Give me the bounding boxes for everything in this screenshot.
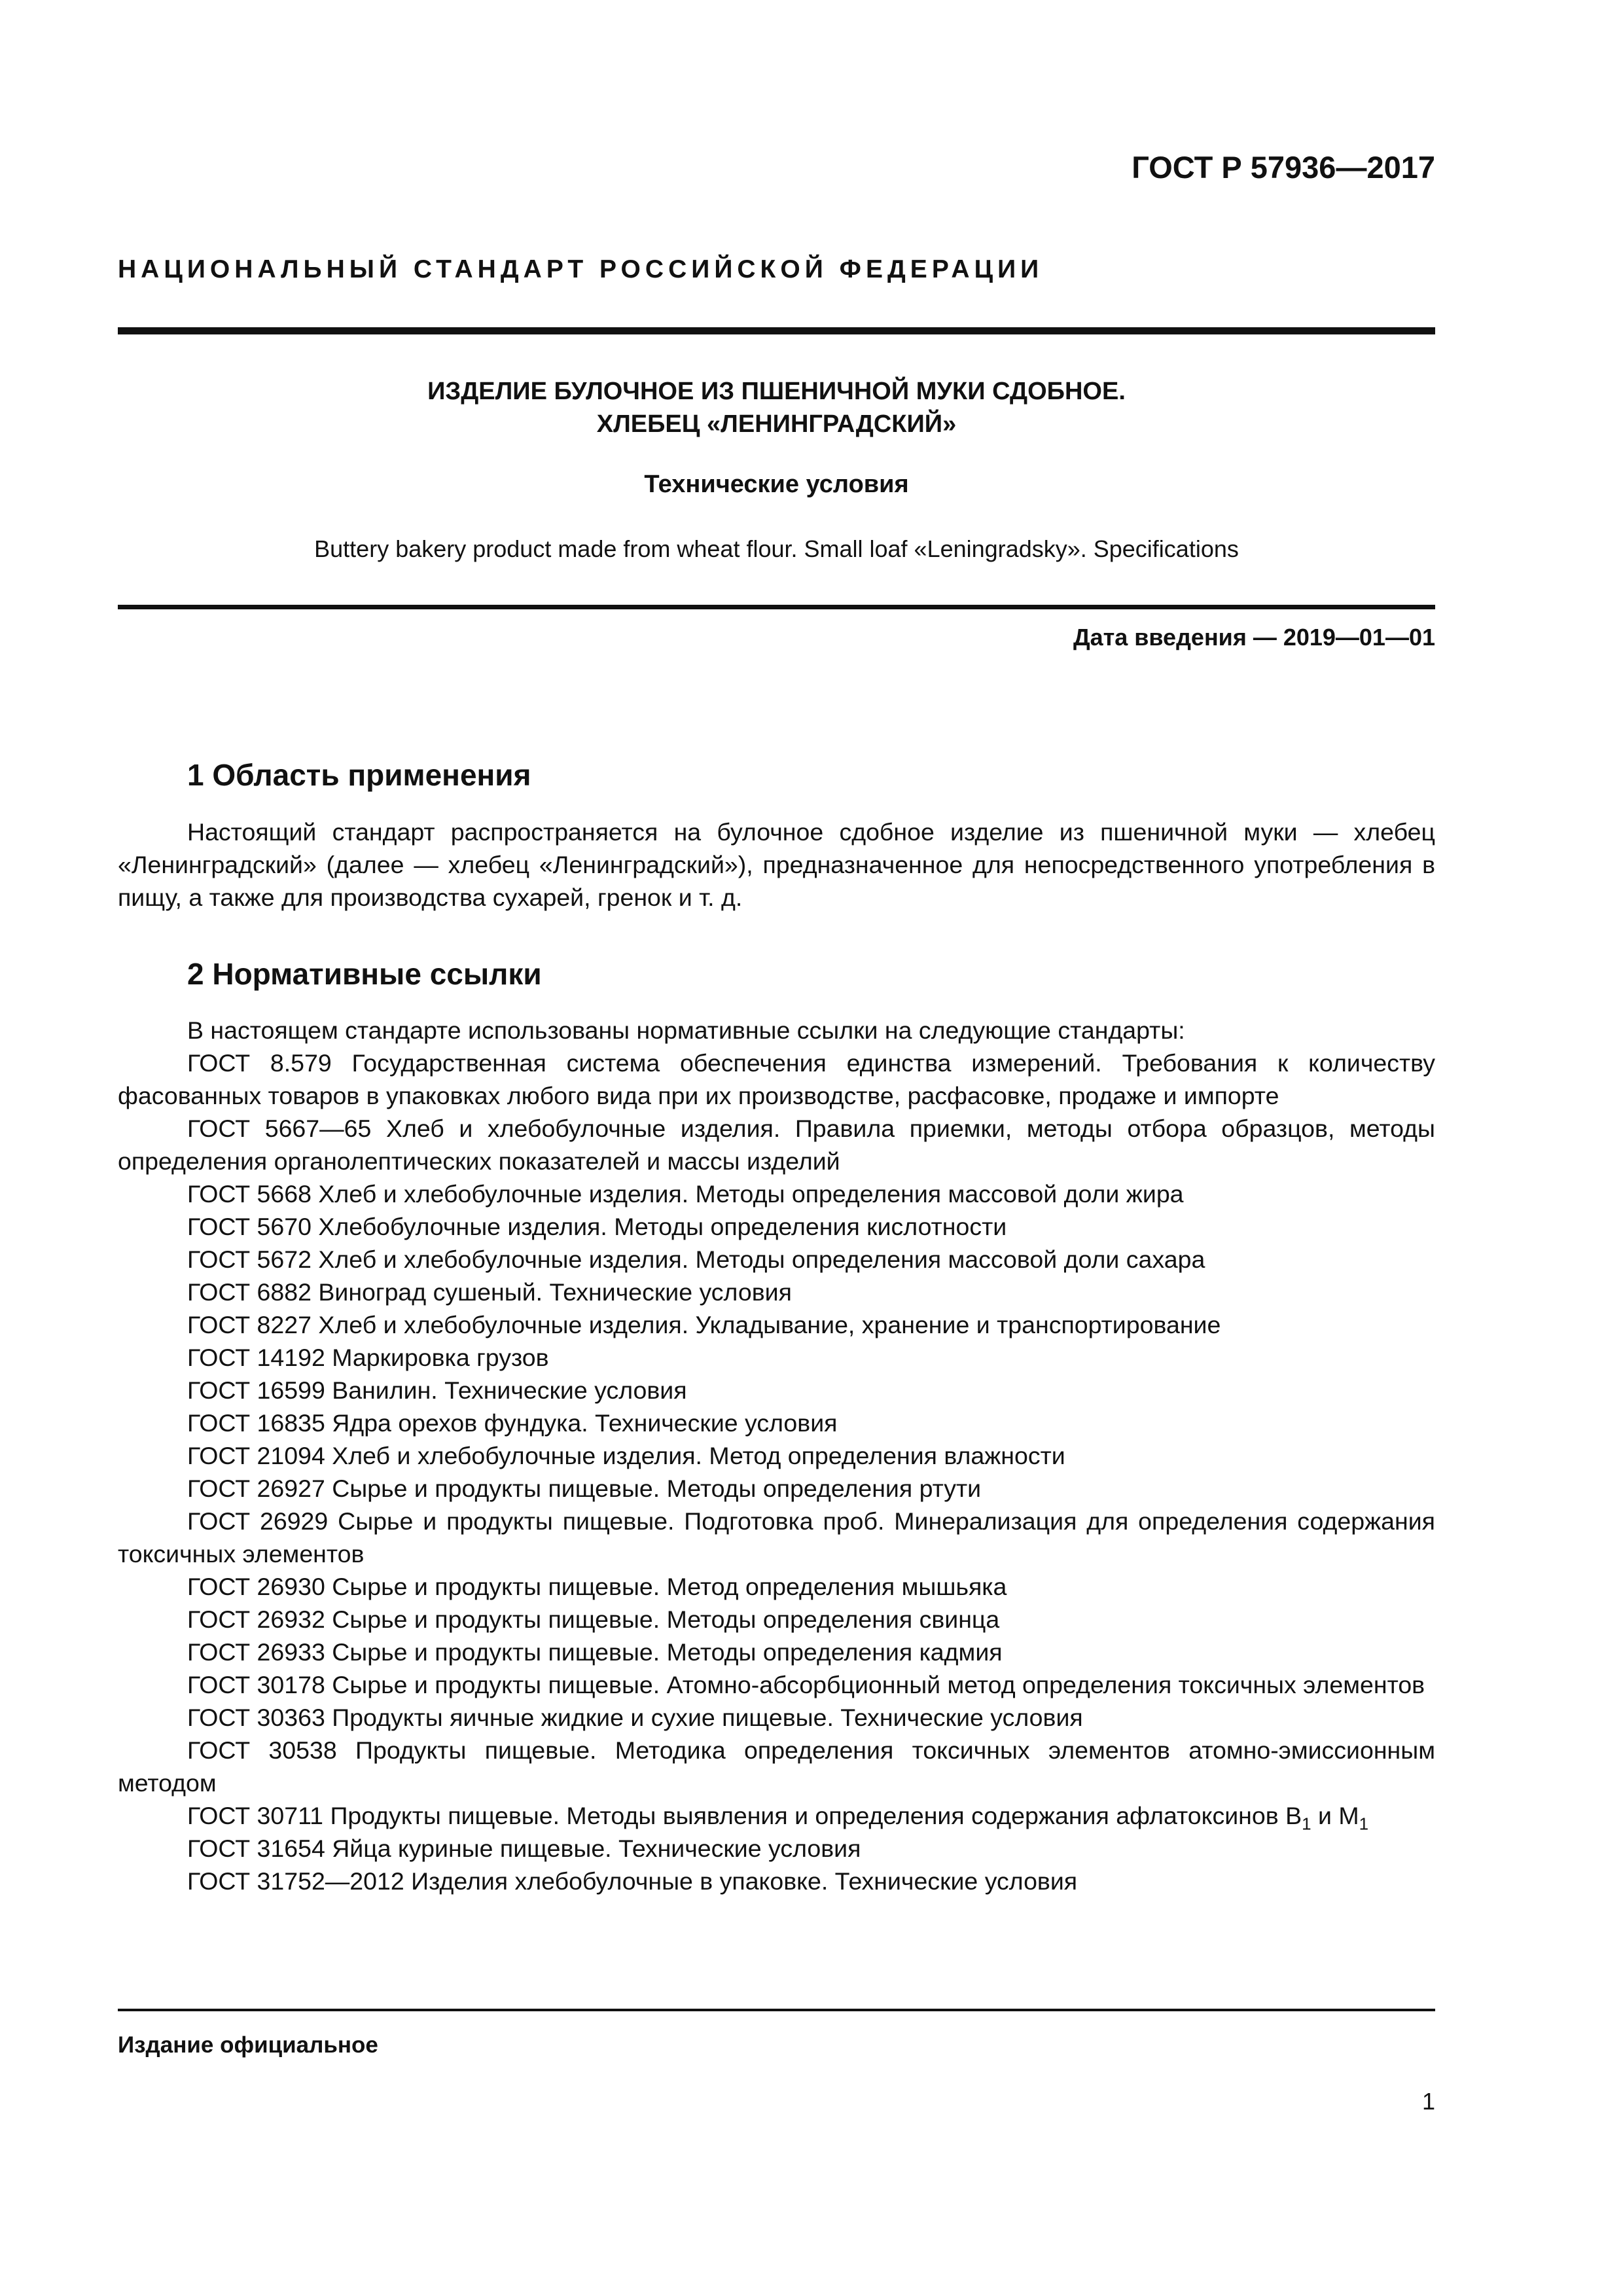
subscript: 1 <box>1359 1814 1369 1834</box>
references-intro: В настоящем стандарте использованы нормативные ссылки на следующие стандарты: <box>187 1016 1185 1044</box>
reference-item: ГОСТ 30178 Сырье и продукты пищевые. Атомно-абсорбционный метод определения токсичных элементов <box>187 1671 1425 1698</box>
reference-item: ГОСТ 26932 Сырье и продукты пищевые. Методы определения свинца <box>187 1605 1000 1633</box>
title-line-2: ХЛЕБЕЦ «ЛЕНИНГРАДСКИЙ» <box>596 410 957 438</box>
reference-item: ГОСТ 5670 Хлебобулочные изделия. Методы определения кислотности <box>187 1213 1007 1240</box>
reference-item: ГОСТ 26933 Сырье и продукты пищевые. Методы определения кадмия <box>187 1638 1003 1666</box>
reference-item: ГОСТ 8.579 Государственная система обеспечения единства измерений. Требования к количеству фасованных товаров в упаковках любого вида при их производстве, расфасовке, продаже и импорте <box>118 1049 1435 1109</box>
normative-references-list <box>118 1014 1435 1897</box>
title-divider <box>118 605 1435 609</box>
reference-item: ГОСТ 5672 Хлеб и хлебобулочные изделия. Методы определения массовой доли сахара <box>187 1246 1205 1273</box>
national-standard-label: НАЦИОНАЛЬНЫЙ СТАНДАРТ РОССИЙСКОЙ ФЕДЕРАЦИИ <box>118 255 1044 283</box>
reference-item: ГОСТ 5668 Хлеб и хлебобулочные изделия. Методы определения массовой доли жира <box>187 1180 1184 1208</box>
reference-item: ГОСТ 31752—2012 Изделия хлебобулочные в упаковке. Технические условия <box>187 1867 1078 1895</box>
official-edition-label: Издание официальное <box>118 2032 378 2058</box>
symbol-and-m: и M <box>1311 1802 1359 1829</box>
section-1-text: Настоящий стандарт распространяется на булочное сдобное изделие из пшеничной муки — хлебец «Ленинградский» (далее — хлебец «Ленинградский»), предназначенное для непосредственного употребления в пищу, а также для производства сухарей, гренок и т. д. <box>118 818 1435 911</box>
document-subtitle: Технические условия <box>644 471 909 498</box>
symbol-b: B <box>1285 1802 1302 1829</box>
document-title <box>118 375 1435 440</box>
reference-item-aflatoxin <box>118 1799 1435 1832</box>
reference-item: ГОСТ 26929 Сырье и продукты пищевые. Подготовка проб. Минерализация для определения содержания токсичных элементов <box>118 1507 1435 1568</box>
english-title: Buttery bakery product made from wheat flour. Small loaf «Leningradsky». Specifications <box>314 535 1239 562</box>
introduction-date: Дата введения — 2019—01—01 <box>1073 624 1435 651</box>
page-number: 1 <box>1421 2088 1435 2115</box>
section-2-heading: 2 Нормативные ссылки <box>187 957 542 991</box>
reference-item: ГОСТ 16599 Ванилин. Технические условия <box>187 1376 687 1404</box>
reference-item: ГОСТ 26930 Сырье и продукты пищевые. Метод определения мышьяка <box>187 1573 1007 1600</box>
reference-text: ГОСТ 30711 Продукты пищевые. Методы выявления и определения содержания афлатоксинов <box>187 1802 1286 1829</box>
reference-item: ГОСТ 14192 Маркировка грузов <box>187 1344 549 1371</box>
header-divider <box>118 327 1435 334</box>
reference-item: ГОСТ 6882 Виноград сушеный. Технические условия <box>187 1278 792 1306</box>
section-1-heading: 1 Область применения <box>187 758 531 792</box>
reference-item: ГОСТ 31654 Яйца куриные пищевые. Технические условия <box>187 1835 861 1862</box>
gost-code: ГОСТ Р 57936—2017 <box>1132 150 1435 185</box>
reference-item: ГОСТ 5667—65 Хлеб и хлебобулочные изделия. Правила приемки, методы отбора образцов, методы определения органолептических показателей и массы изделий <box>118 1115 1435 1175</box>
footer-divider <box>118 2009 1435 2011</box>
reference-item: ГОСТ 30363 Продукты яичные жидкие и сухие пищевые. Технические условия <box>187 1704 1083 1731</box>
reference-item: ГОСТ 30538 Продукты пищевые. Методика определения токсичных элементов атомно-эмиссионным методом <box>118 1736 1435 1797</box>
reference-item: ГОСТ 21094 Хлеб и хлебобулочные изделия. Метод определения влажности <box>187 1442 1065 1469</box>
title-line-1: ИЗДЕЛИЕ БУЛОЧНОЕ ИЗ ПШЕНИЧНОЙ МУКИ СДОБНОЕ. <box>427 378 1126 405</box>
reference-item: ГОСТ 8227 Хлеб и хлебобулочные изделия. Укладывание, хранение и транспортирование <box>187 1311 1221 1338</box>
subscript: 1 <box>1302 1814 1311 1834</box>
reference-item: ГОСТ 16835 Ядра орехов фундука. Технические условия <box>187 1409 838 1437</box>
reference-item: ГОСТ 26927 Сырье и продукты пищевые. Методы определения ртути <box>187 1475 982 1502</box>
